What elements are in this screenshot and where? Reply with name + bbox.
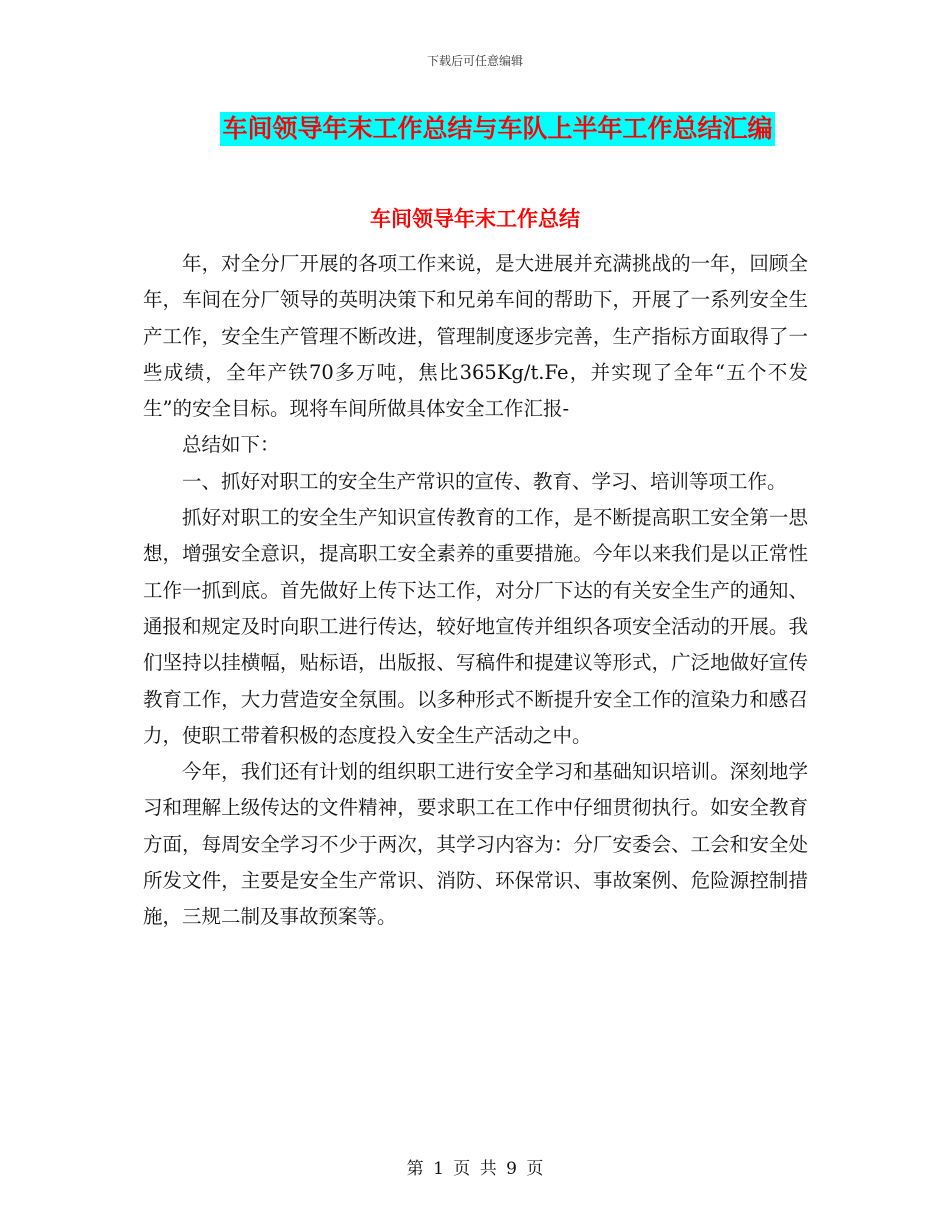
paragraph: 今年，我们还有计划的组织职工进行安全学习和基础知识培训。深刻地学习和理解上级传达的文件精神，要求职工在工作中仔细贯彻执行。如安全教育方面，每周安全学习不少于两次，其学习内容为：分厂安委会、工会和安全处所发文件，主要是安全生产常识、消防、环保常识、事故案例、危险源控制措施，三规二制及事故预案等。 [143,760,808,929]
paragraph: 一、抓好对职工的安全生产常识的宣传、教育、学习、培训等项工作。 [182,469,787,493]
paragraph: 总结如下： [182,433,280,457]
page-footer: 第 1 页 共 9 页 [406,1159,544,1179]
header-note: 下载后可任意编辑 [426,54,523,68]
paragraph: 年，对全分厂开展的各项工作来说，是大进展并充满挑战的一年，回顾全年，车间在分厂领导的英明决策下和兄弟车间的帮助下，开展了一系列安全生产工作，安全生产管理不断改进，管理制度逐步完善，生产指标方面取得了一些成绩，全年产铁70多万吨，焦比365Kg/t.Fe，并实现了全年“五个不发生”的安全目标。现将车间所做具体安全工作汇报- [143,252,808,421]
main-title: 车间领导年末工作总结与车队上半年工作总结汇编 [220,112,774,146]
document-body [143,246,808,936]
paragraph: 抓好对职工的安全生产知识宣传教育的工作，是不断提高职工安全第一思想，增强安全意识，提高职工安全素养的重要措施。今年以来我们是以正常性工作一抓到底。首先做好上传下达工作，对分厂下达的有关安全生产的通知、通报和规定及时向职工进行传达，较好地宣传并组织各项安全活动的开展。我们坚持以挂横幅，贴标语，出版报、写稿件和提建议等形式，广泛地做好宣传教育工作，大力营造安全氛围。以多种形式不断提升安全工作的渲染力和感召力，使职工带着积极的态度投入安全生产活动之中。 [143,506,808,747]
main-title-container [0,112,950,146]
section-title: 车间领导年末工作总结 [370,207,580,231]
